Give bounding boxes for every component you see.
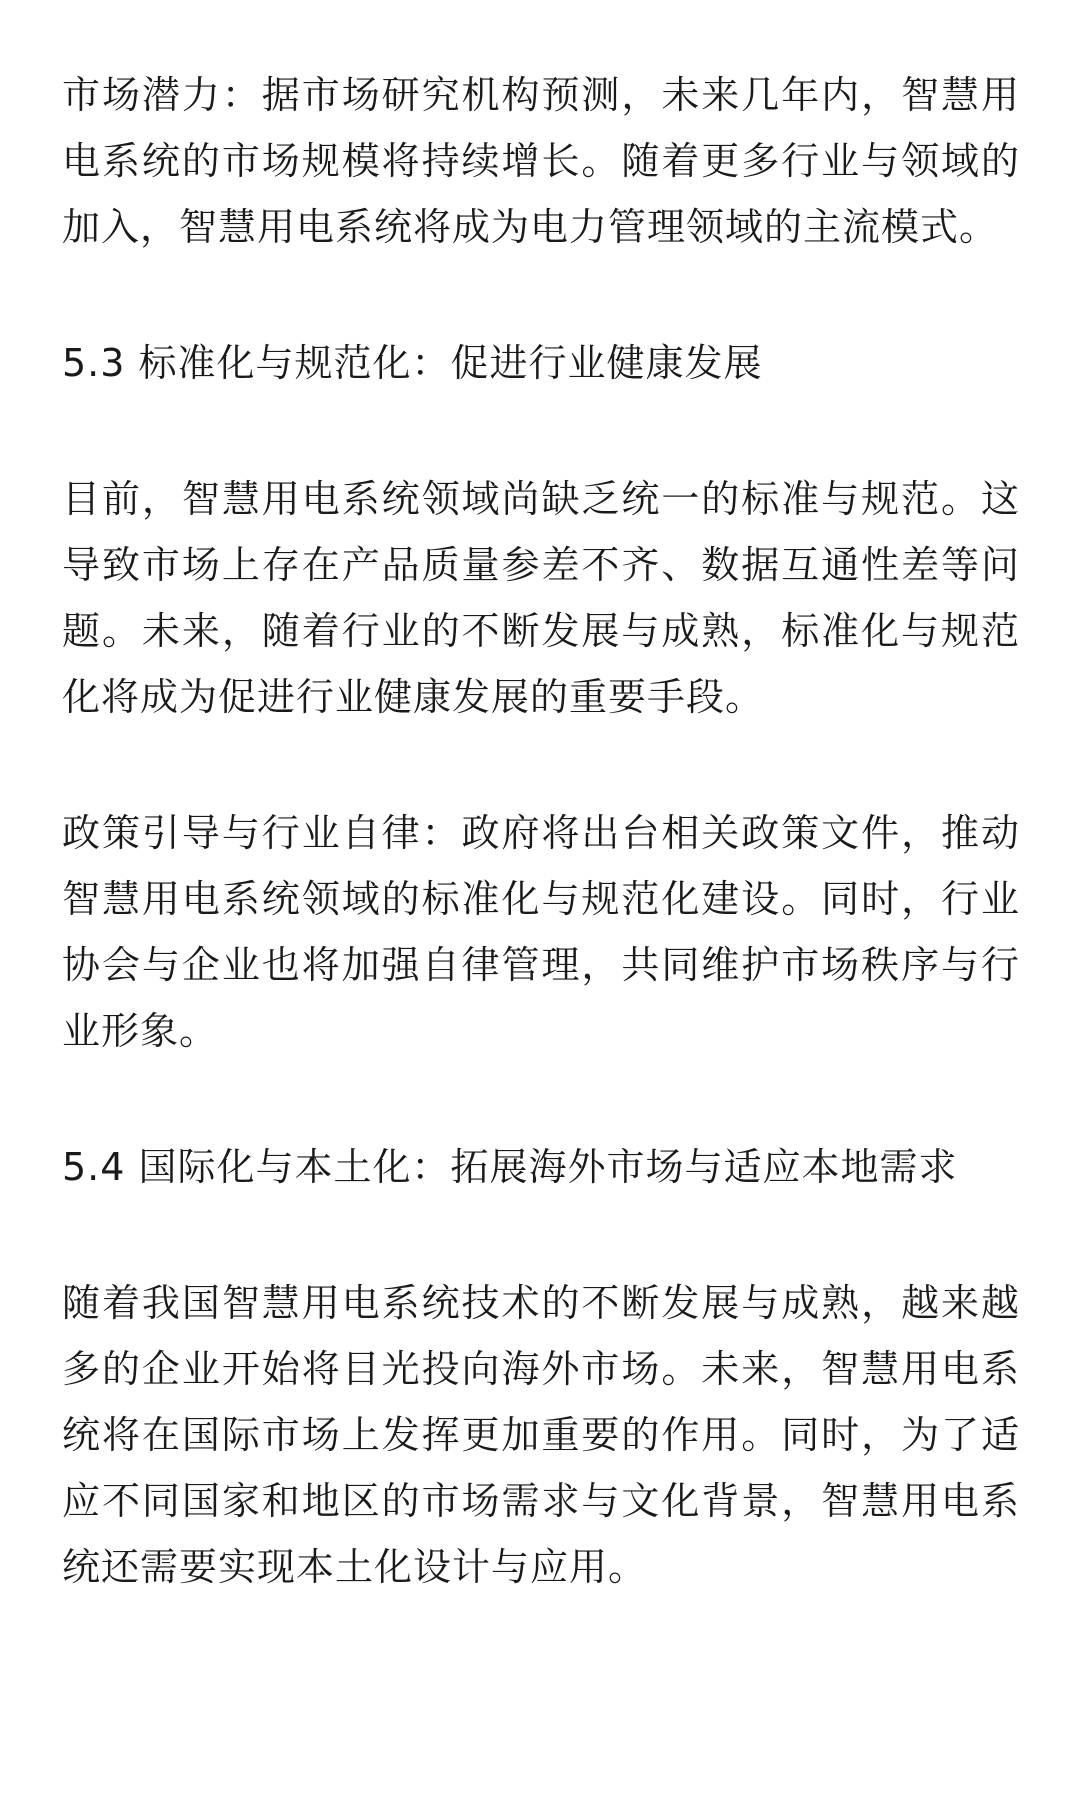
section-heading-5-4: 5.4 国际化与本土化：拓展海外市场与适应本地需求 [62,1145,958,1189]
paragraph-market-potential: 市场潜力：据市场研究机构预测，未来几年内，智慧用电系统的市场规模将持续增长。随着更多行业与领域的加入，智慧用电系统将成为电力管理领域的主流模式。 [62,73,1020,249]
paragraph-policy-guidance: 政策引导与行业自律：政府将出台相关政策文件，推动智慧用电系统领域的标准化与规范化建设。同时，行业协会与企业也将加强自律管理，共同维护市场秩序与行业形象。 [62,811,1020,1053]
spacer [62,260,1020,330]
spacer [62,730,1020,800]
section-heading-5-3: 5.3 标准化与规范化：促进行业健康发展 [62,341,763,385]
spacer [62,1064,1020,1134]
spacer [62,1200,1020,1270]
spacer [62,396,1020,466]
paragraph-standards: 目前，智慧用电系统领域尚缺乏统一的标准与规范。这导致市场上存在产品质量参差不齐、数据互通性差等问题。未来，随着行业的不断发展与成熟，标准化与规范化将成为促进行业健康发展的重要手段。 [62,477,1020,719]
paragraph-internationalization: 随着我国智慧用电系统技术的不断发展与成熟，越来越多的企业开始将目光投向海外市场。未来，智慧用电系统将在国际市场上发挥更加重要的作用。同时，为了适应不同国家和地区的市场需求与文化背景，智慧用电系统还需要实现本土化设计与应用。 [62,1281,1020,1589]
